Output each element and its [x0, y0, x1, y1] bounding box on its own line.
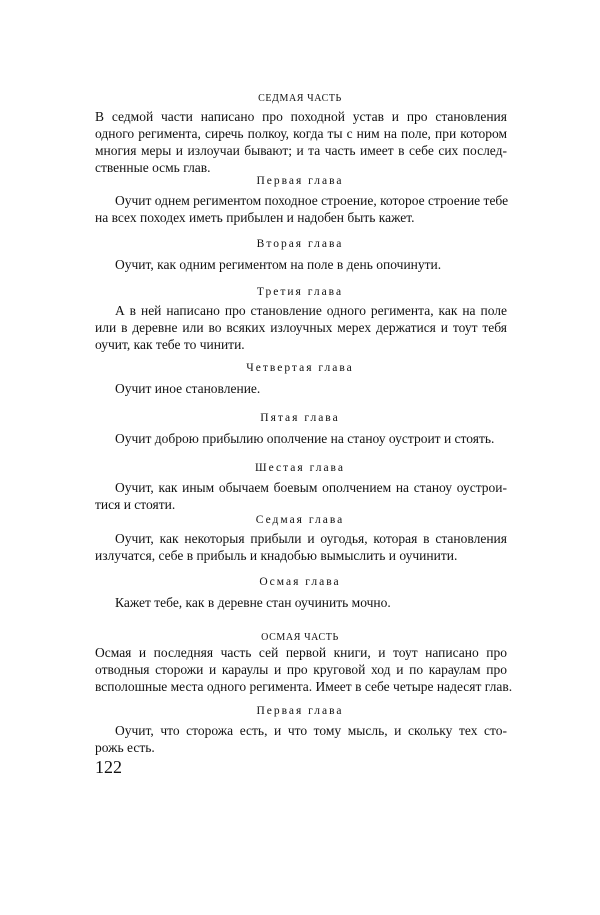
part-7-intro	[95, 108, 507, 176]
text-line: В седмой части написано про походной устав и про становления	[95, 109, 507, 124]
text-line: Оучит, как иным обычаем боевым ополчением на станоу оустрои-	[115, 480, 507, 495]
part-7-title: СЕДМАЯ ЧАСТЬ	[258, 93, 342, 104]
chapter-title: Третия глава	[256, 286, 344, 298]
chapter-description	[95, 192, 507, 226]
text-line: оучит, как тебе то чинити.	[95, 337, 245, 352]
text-line: Оучит, как одним регимeнтом на поле в день опочинути.	[115, 257, 442, 272]
chapter-description	[95, 722, 507, 756]
text-line: тися и стояти.	[95, 497, 176, 512]
chapter-description	[95, 479, 507, 513]
text-line: или в деревне или во всяких излоучных мерех держатися и тоут тебя	[95, 320, 507, 335]
chapter-title: Первая глава	[256, 705, 344, 717]
chapter-description	[95, 530, 507, 564]
text-line: Осмая и последняя часть сей первой книги, и тоут написано про	[95, 645, 507, 660]
chapter-description	[95, 594, 507, 611]
text-line: рожь есть.	[95, 740, 155, 755]
text-line: Оучит, что сторожа есть, и что тому мысль, и скольку тех сто-	[115, 723, 507, 738]
part-8-title: ОСМАЯ ЧАСТЬ	[261, 632, 339, 643]
chapter-description	[95, 256, 507, 273]
text-line: Оучит однем региментом походное строение, которое строение тебе	[115, 193, 509, 208]
text-line: на всех походех иметь прибылен и надобен быть кажет.	[95, 210, 415, 225]
chapter-description	[95, 380, 507, 397]
chapter-description	[95, 302, 507, 353]
chapter-title: Пятая глава	[260, 412, 340, 424]
page-number: 122	[95, 757, 122, 777]
part-8-intro	[95, 644, 513, 695]
chapter-title: Вторая глава	[256, 238, 344, 250]
text-line: Оучит доброю прибылию ополчение на станоу оустроит и стоять.	[115, 431, 495, 446]
text-line: Оучит иное становление.	[115, 381, 261, 396]
text-line: многия меры и излоучаи бывают; и та часть имеет в себе сих послед-	[95, 143, 507, 158]
text-line: ственные осмь глав.	[95, 160, 211, 175]
text-line: излучатся, себе в прибыль и кнадобью вымыслить и оучинити.	[95, 548, 458, 563]
chapter-title: Четвертая глава	[246, 362, 354, 374]
chapter-title: Седмая глава	[255, 514, 345, 526]
text-line: одного регимента, сиречь полкоу, когда ты с ним на поле, при котором	[95, 126, 507, 141]
text-line: Оучит, как некоторыя прибыли и оугодья, которая в становления	[115, 531, 507, 546]
chapter-title: Осмая глава	[259, 576, 341, 588]
text-line: отводныя сторожи и караулы и про круговой ход и по караулам про	[95, 662, 507, 677]
text-line: всполошные места одного регимента. Имеет в себе четыре надесят глав.	[95, 679, 513, 694]
chapter-description	[95, 430, 507, 447]
text-line: Кажет тебе, как в деревне стан оучинить мочно.	[115, 595, 391, 610]
chapter-title: Шестая глава	[255, 462, 345, 474]
text-line: А в ней написано про становление одного регимента, как на поле	[115, 303, 507, 318]
chapter-title: Первая глава	[256, 175, 344, 187]
